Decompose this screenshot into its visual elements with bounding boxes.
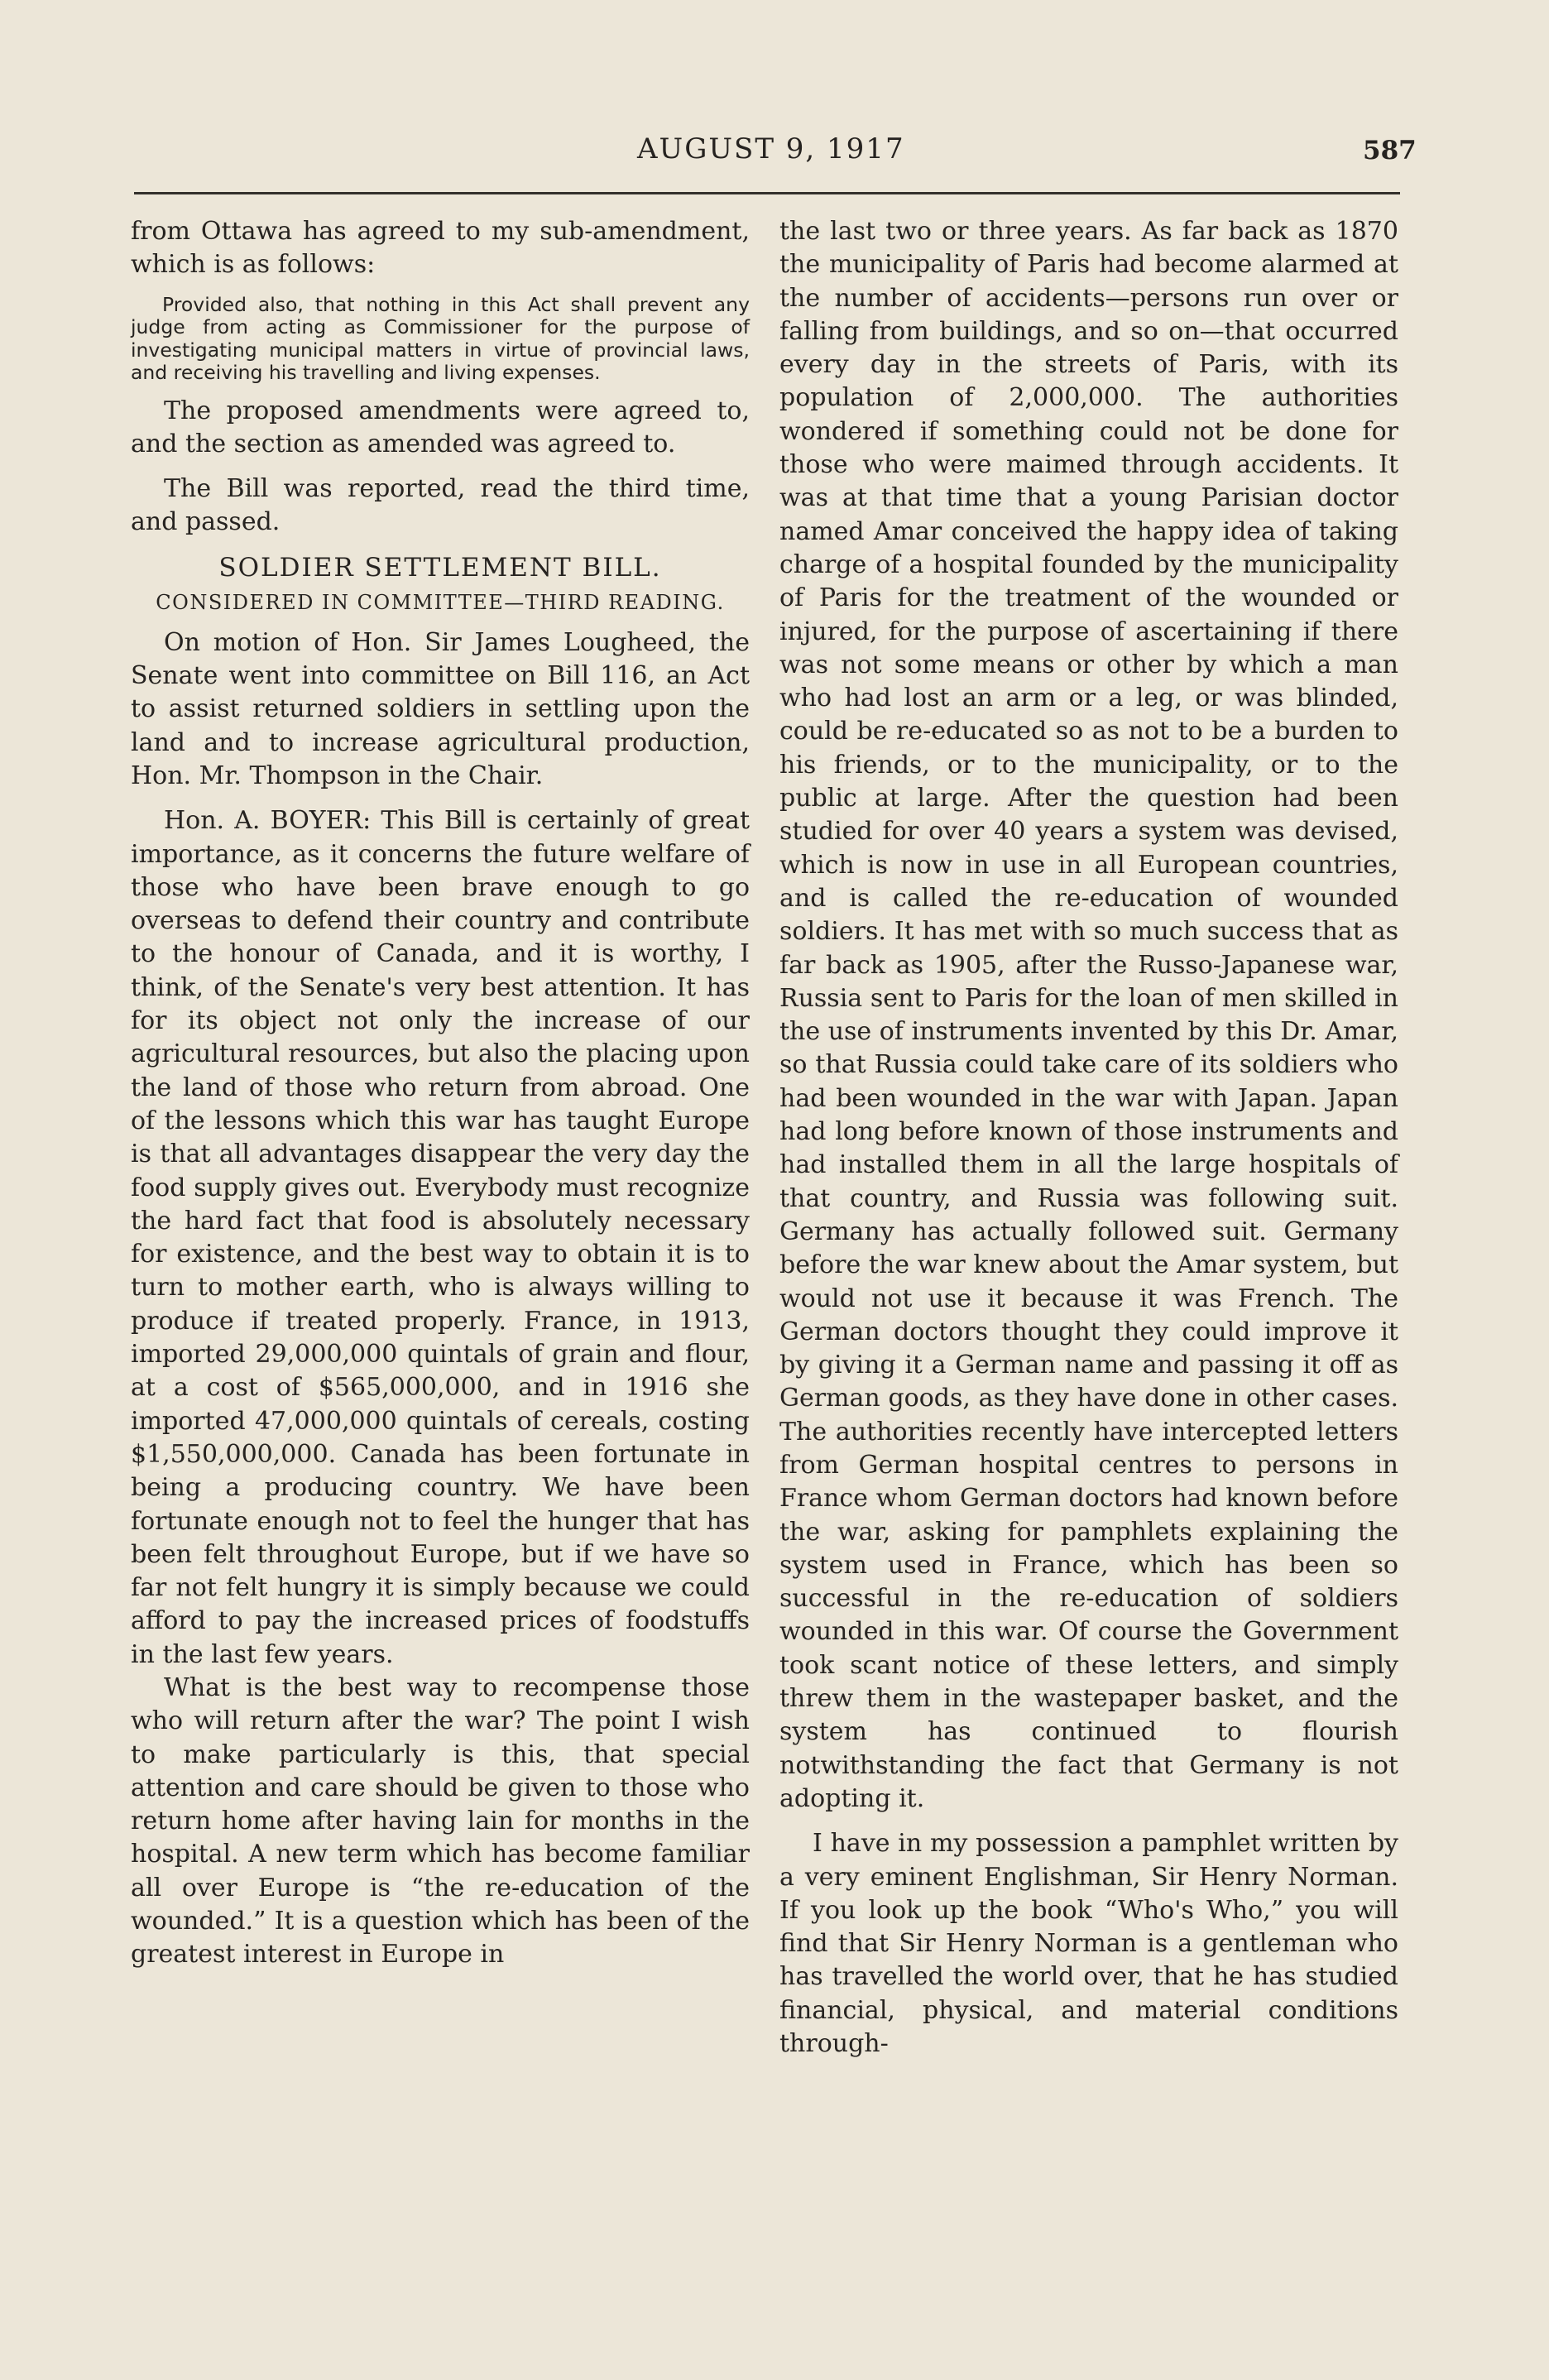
page-header-date: AUGUST 9, 1917 bbox=[637, 132, 905, 166]
quoted-provision: Provided also, that nothing in this Act shall prevent any judge from acting as Commissioner for the purpose of investigating municipal matters in virtue of provincial laws, and receiving his travelling and living expenses. bbox=[131, 292, 750, 385]
paragraph: Hon. A. BOYER: This Bill is certainly of great importance, as it concerns the future welfare of those who have been brave enough to go overseas to defend their country and contribute to the honour of Canada, and it is worthy, I think, of the Senate's very best attention. It has for its object not only the increase of our agricultural resources, but also the placing upon the land of those who return from abroad. One of the lessons which this war has taught Europe is that all advantages disappear the very day the food supply gives out. Everybody must recognize the hard fact that food is absolutely necessary for existence, and the best way to obtain it is to turn to mother earth, who is always willing to produce if treated properly. France, in 1913, imported 29,000,000 quintals of grain and flour, at a cost of $565,000,000, and in 1916 she imported 47,000,000 quintals of cereals, costing $1,550,000,000. Canada has been fortunate in being a producing country. We have been fortunate enough not to feel the hunger that has been felt throughout Europe, but if we have so far not felt hungry it is simply because we could afford to pay the increased prices of foodstuffs in the last few years. bbox=[131, 806, 750, 1669]
paragraph: What is the best way to recompense those who will return after the war? The point I wish to make particularly is this, that special attention and care should be given to those who return home after having lain for months in the hospital. A new term which has become familiar all over Europe is “the re-education of the wounded.” It is a question which has been of the greatest interest in Europe in bbox=[131, 1672, 750, 1970]
page-number: 587 bbox=[1363, 136, 1417, 166]
left-column bbox=[131, 215, 750, 1972]
section-heading: SOLDIER SETTLEMENT BILL. bbox=[218, 552, 662, 583]
paragraph: The proposed amendments were agreed to, and the section as amended was agreed to. bbox=[131, 396, 750, 458]
paragraph: the last two or three years. As far back as 1870 the municipality of Paris had become alarmed at the number of accidents—persons run over or falling from buildings, and so on—that occurred every day in the streets of Paris, with its population of 2,000,000. The authorities wondered if something could not be done for those who were maimed through accidents. It was at that time that a young Parisian doctor named Amar conceived the happy idea of taking charge of a hospital founded by the municipality of Paris for the treatment of the wounded or injured, for the purpose of ascertaining if there was not some means or other by which a man who had lost an arm or a leg, or was blinded, could be re-educated so as not to be a burden to his friends, or to the municipality, or to the public at large. After the question had been studied for over 40 years a system was devised, which is now in use in all European countries, and is called the re-education of wounded soldiers. It has met with so much success that as far back as 1905, after the Russo-Japanese war, Russia sent to Paris for the loan of men skilled in the use of instruments invented by this Dr. Amar, so that Russia could take care of its soldiers who had been wounded in the war with Japan. Japan had long before known of those instruments and had installed them in all the large hospitals of that country, and Russia was following suit. Germany has actually followed suit. Germany before the war knew about the Amar system, but would not use it because it was French. The German doctors thought they could improve it by giving it a German name and passing it off as German goods, as they have done in other cases. The authorities recently have intercepted letters from German hospital centres to persons in France whom German doctors had known before the war, asking for pamphlets explaining the system used in France, which has been so successful in the re-education of soldiers wounded in this war. Of course the Government took scant notice of these letters, and simply threw them in the wastepaper basket, and the system has continued to flourish notwithstanding the fact that Germany is not adopting it. bbox=[779, 217, 1398, 1813]
header-rule bbox=[134, 192, 1400, 194]
paragraph: from Ottawa has agreed to my sub-amendment, which is as follows: bbox=[131, 217, 750, 280]
paragraph: On motion of Hon. Sir James Lougheed, the Senate went into committee on Bill 116, an Act to assist returned soldiers in settling upon the land and to increase agricultural production, Hon. Mr. Thompson in the Chair. bbox=[131, 627, 750, 790]
paragraph: I have in my possession a pamphlet written by a very eminent Englishman, Sir Henry Norman. If you look up the book “Who's Who,” you will find that Sir Henry Norman is a gentleman who has travelled the world over, that he has studied financial, physical, and material conditions through- bbox=[779, 1829, 1398, 2059]
paragraph: The Bill was reported, read the third time, and passed. bbox=[131, 474, 750, 537]
section-subheading: CONSIDERED IN COMMITTEE—THIRD READING. bbox=[156, 590, 725, 614]
right-column bbox=[779, 215, 1398, 2061]
